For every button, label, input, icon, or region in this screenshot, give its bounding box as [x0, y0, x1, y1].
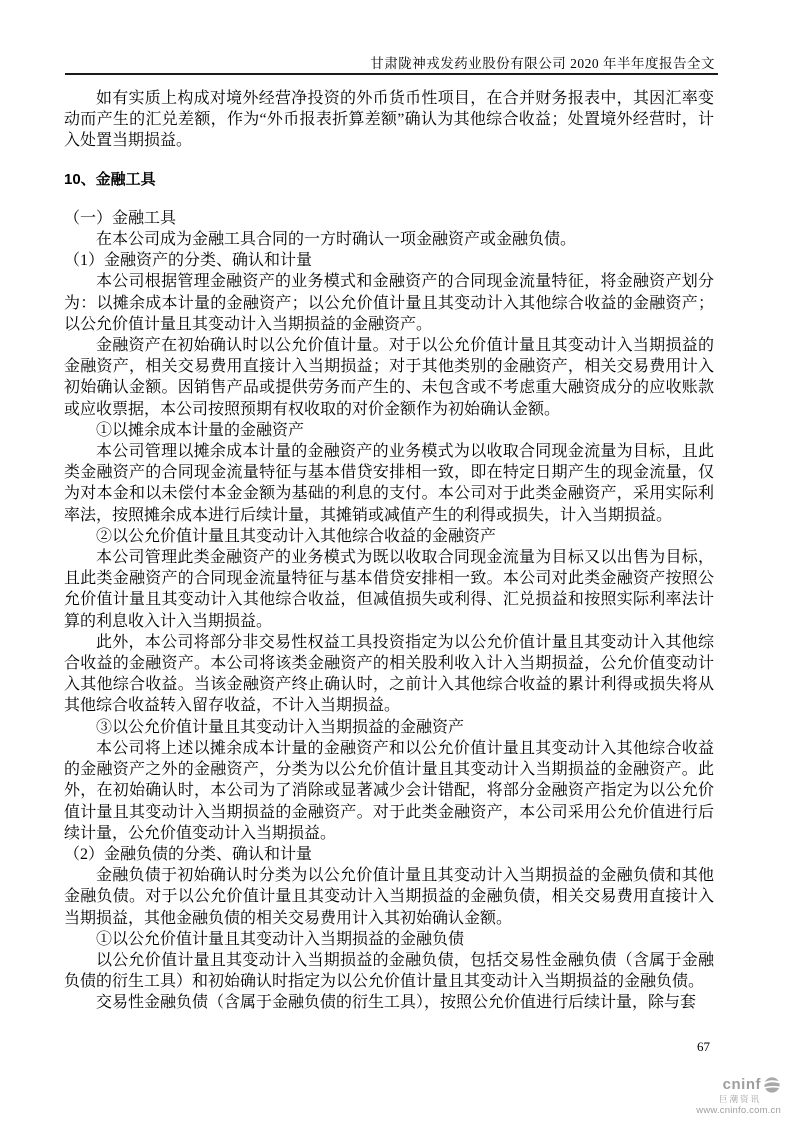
paragraph: 此外，本公司将部分非交易性权益工具投资指定为以公允价值计量且其变动计入其他综合收益的金融资产。本公司将该类金融资产的相关股利收入计入当期损益，公允价值变动计入其他综合收益。当该金融资产终止确认时，之前计入其他综合收益的累计利得或损失将从其他综合收益转入留存收益，不计入当期损益。	[64, 633, 714, 715]
paragraph: 金融资产在初始确认时以公允价值计量。对于以公允价值计量且其变动计入当期损益的金融资产，相关交易费用直接计入当期损益；对于其他类别的金融资产，相关交易费用计入初始确认金额。因销售产品或提供劳务而产生的、未包含或不考虑重大融资成分的应收账款或应收票据，本公司按照预期有权收取的对价金额作为初始确认金额。	[64, 337, 714, 418]
paragraph: 金融负债于初始确认时分类为以公允价值计量且其变动计入当期损益的金融负债和其他金融负债。对于以公允价值计量且其变动计入当期损益的金融负债，相关交易费用直接计入当期损益，其他金融负债的相关交易费用计入其初始确认金额。	[64, 867, 714, 927]
page-header	[64, 52, 715, 72]
paragraph: 以公允价值计量且其变动计入当期损益的金融负债，包括交易性金融负债（含属于金融负债的衍生工具）和初始确认时指定为以公允价值计量且其变动计入当期损益的金融负债。	[64, 951, 714, 991]
paragraph: 在本公司成为金融工具合同的一方时确认一项金融资产或金融负债。	[96, 231, 577, 249]
list-item-heading: ①以公允价值计量且其变动计入当期损益的金融负债	[96, 930, 465, 948]
paragraph: 本公司管理此类金融资产的业务模式为既以收取合同现金流量为目标又以出售为目标，且此类金融资产的合同现金流量特征与基本借贷安排相一致。本公司对此类金融资产按照公允价值计量且其变动计入其他综合收益，但减值损失或利得、汇兑损益和按照实际利率法计算的利息收入计入当期损益。	[64, 549, 714, 630]
page-number: 67	[697, 1039, 710, 1054]
paragraph: 本公司根据管理金融资产的业务模式和金融资产的合同现金流量特征，将金融资产划分为：以摊余成本计量的金融资产；以公允价值计量且其变动计入其他综合收益的金融资产；以公允价值计量且其变动计入当期损益的金融资产。	[64, 273, 714, 333]
subsection-heading: （一）金融工具	[64, 209, 177, 227]
cninfo-logo-text: cninf	[722, 1076, 761, 1094]
cninfo-watermark	[671, 1076, 781, 1116]
document-body	[64, 88, 714, 1014]
paragraph-foreign-currency: 如有实质上构成对境外经营净投资的外币货币性项目，在合并财务报表中，其因汇率变动而产生的汇兑差额，作为“外币报表折算差额”确认为其他综合收益；处置境外经营时，计入处置当期损益。	[64, 90, 714, 150]
header-title: 甘肃陇神戎发药业股份有限公司 2020 年半年度报告全文	[370, 56, 715, 71]
paragraph: 交易性金融负债（含属于金融负债的衍生工具），按照公允价值进行后续计量，除与套	[96, 994, 697, 1012]
list-item-heading: ①以摊余成本计量的金融资产	[96, 421, 305, 439]
subsection-heading: （2）金融负债的分类、确认和计量	[64, 845, 313, 863]
paragraph: 本公司将上述以摊余成本计量的金融资产和以公允价值计量且其变动计入其他综合收益的金融资产之外的金融资产，分类为以公允价值计量且其变动计入当期损益的金融资产。此外，在初始确认时，本公司为了消除或显著减少会计错配，将部分金融资产指定为以公允价值计量且其变动计入当期损益的金融资产。对于此类金融资产，本公司采用公允价值进行后续计量，公允价值变动计入当期损益。	[64, 739, 714, 842]
cninfo-logo-row	[671, 1076, 781, 1094]
list-item-heading: ③以公允价值计量且其变动计入当期损益的金融资产	[96, 718, 465, 736]
cninfo-chinese-name: 巨潮资讯	[718, 1094, 761, 1104]
cninfo-url: www.cninfo.com.cn	[696, 1104, 781, 1116]
header-rule	[65, 73, 718, 75]
cninfo-globe-swoosh-icon	[763, 1076, 781, 1094]
list-item-heading: ②以公允价值计量且其变动计入其他综合收益的金融资产	[96, 527, 497, 545]
subsection-heading: （1）金融资产的分类、确认和计量	[64, 252, 313, 270]
paragraph: 本公司管理以摊余成本计量的金融资产的业务模式为以收取合同现金流量为目标，且此类金融资产的合同现金流量特征与基本借贷安排相一致，即在特定日期产生的现金流量，仅为对本金和以未偿付本金金额为基础的利息的支付。本公司对于此类金融资产，采用实际利率法，按照摊余成本进行后续计量，其摊销或减值产生的利得或损失，计入当期损益。	[64, 443, 714, 524]
section-heading-financial-instruments: 10、金融工具	[64, 170, 156, 188]
